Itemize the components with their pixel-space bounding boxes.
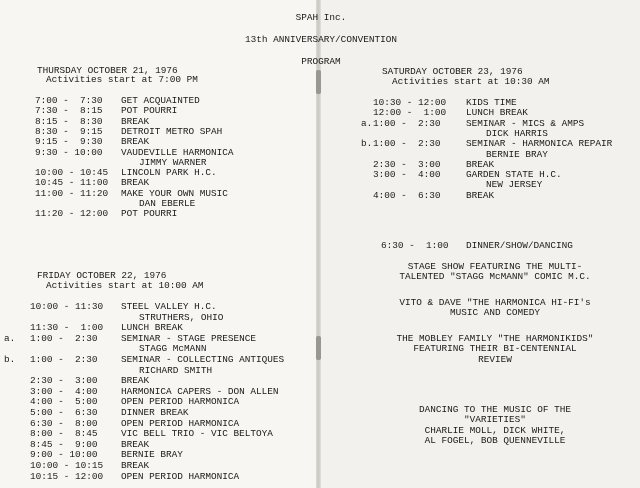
row-time: 3:00 - 4:00 [373, 169, 441, 181]
friday-heading: FRIDAY OCTOBER 22, 1976 [37, 270, 167, 281]
saturday-heading: SATURDAY OCTOBER 23, 1976 [382, 66, 523, 77]
show-note-line: FEATURING THEIR BI-CENTENNIAL [413, 343, 577, 355]
row-time: 7:00 - 7:30 [35, 95, 103, 106]
row-performer: NEW JERSEY [486, 179, 543, 191]
row-time: 8:30 - 9:15 [35, 125, 103, 137]
row-time: 12:00 - 1:00 [373, 107, 447, 119]
row-time: 10:30 - 12:00 [373, 97, 447, 108]
thursday-heading: THURSDAY OCTOBER 21, 1976 [37, 65, 178, 76]
row-marker: b. [361, 138, 373, 150]
show-note-line: THE MOBLEY FAMILY "THE HARMONIKIDS" [396, 333, 594, 344]
row-event: MAKE YOUR OWN MUSIC [121, 187, 228, 199]
row-performer: DICK HARRIS [486, 127, 548, 139]
program-title: PROGRAM [301, 56, 341, 67]
row-event: BREAK [466, 158, 495, 170]
row-time: 8:45 - 9:00 [30, 438, 98, 450]
row-performer: JIMMY WARNER [139, 156, 207, 168]
row-event: VAUDEVILLE HARMONICA [121, 146, 234, 158]
row-event: SEMINAR - STAGE PRESENCE [121, 332, 257, 344]
row-event: SEMINAR - HARMONICA REPAIR [466, 138, 613, 150]
row-event: BREAK [121, 115, 150, 127]
dinner-time: 6:30 - 1:00 [381, 240, 449, 251]
row-time: 1:00 - 2:30 [373, 138, 441, 150]
thursday-start: Activities start at 7:00 PM [46, 74, 198, 85]
row-event: LUNCH BREAK [466, 107, 528, 119]
row-event: GET ACQUAINTED [121, 95, 200, 106]
row-time: 4:00 - 6:30 [373, 189, 441, 201]
row-time: 11:20 - 12:00 [35, 208, 109, 220]
row-performer: RICHARD SMITH [139, 364, 213, 376]
convention-title: 13th ANNIVERSARY/CONVENTION [245, 34, 397, 45]
staple-bottom [316, 336, 321, 360]
row-time: 1:00 - 2:30 [30, 332, 98, 344]
row-event: BREAK [121, 177, 150, 189]
row-time: 6:30 - 8:00 [30, 417, 98, 429]
friday-start: Activities start at 10:00 AM [46, 280, 204, 291]
show-note-line: TALENTED "STAGG McMANN" COMIC M.C. [399, 271, 591, 283]
row-time: 4:00 - 5:00 [30, 396, 98, 408]
row-event: OPEN PERIOD HARMONICA [121, 417, 240, 429]
row-time: 1:00 - 2:30 [373, 117, 441, 129]
row-time: 11:00 - 11:20 [35, 187, 109, 199]
row-event: OPEN PERIOD HARMONICA [121, 396, 240, 408]
row-time: 10:00 - 10:45 [35, 167, 109, 179]
row-performer: DAN EBERLE [139, 198, 196, 209]
row-event: POT POURRI [121, 208, 178, 220]
row-time: 9:00 - 10:00 [30, 449, 98, 461]
row-time: 8:00 - 8:45 [30, 428, 98, 440]
row-event: SEMINAR - MICS & AMPS [466, 117, 585, 129]
row-time: 10:00 - 11:30 [30, 301, 104, 312]
row-time: 1:00 - 2:30 [30, 354, 98, 365]
dinner-event: DINNER/SHOW/DANCING [466, 240, 573, 251]
row-event: LUNCH BREAK [121, 322, 183, 334]
show-note-line: STAGE SHOW FEATURING THE MULTI- [407, 261, 583, 272]
row-time: 2:30 - 3:00 [373, 158, 441, 170]
row-event: GARDEN STATE H.C. [466, 169, 562, 181]
row-event: HARMONICA CAPERS - DON ALLEN [121, 385, 279, 397]
row-event: BREAK [121, 375, 150, 387]
row-event: BREAK [466, 189, 495, 201]
row-time: 9:15 - 9:30 [35, 136, 103, 148]
org-name: SPAH Inc. [295, 12, 347, 23]
show-note-line: MUSIC AND COMEDY [449, 307, 540, 319]
show-note-line: REVIEW [478, 353, 512, 365]
row-time: 11:30 - 1:00 [30, 322, 104, 334]
row-event: BREAK [121, 460, 150, 471]
row-time: 10:00 - 10:15 [30, 460, 104, 471]
row-performer: STAGG McMANN [139, 343, 207, 355]
row-time: 10:45 - 11:00 [35, 177, 109, 189]
row-time: 5:00 - 6:30 [30, 407, 98, 418]
row-event: SEMINAR - COLLECTING ANTIQUES [121, 354, 285, 365]
row-event: STEEL VALLEY H.C. [121, 301, 217, 312]
row-event: BREAK [121, 438, 150, 450]
show-note-line: "VARIETIES" [464, 414, 526, 426]
row-marker: a. [4, 332, 16, 344]
row-marker: a. [361, 117, 373, 129]
show-note-line: DANCING TO THE MUSIC OF THE [419, 404, 571, 415]
row-event: LINCOLN PARK H.C. [121, 167, 217, 179]
row-event: KIDS TIME [466, 97, 517, 108]
staple-top [316, 70, 321, 94]
row-event: POT POURRI [121, 105, 178, 117]
row-event: DETROIT METRO SPAH [121, 125, 223, 137]
row-event: BERNIE BRAY [121, 449, 183, 461]
row-time: 8:15 - 8:30 [35, 115, 103, 127]
row-time: 3:00 - 4:00 [30, 385, 98, 397]
show-note-line: AL FOGEL, BOB QUENNEVILLE [424, 435, 566, 447]
row-time: 10:15 - 12:00 [30, 470, 104, 482]
row-time: 7:30 - 8:15 [35, 105, 103, 117]
show-note-line: VITO & DAVE "THE HARMONICA HI-FI's [399, 297, 591, 308]
show-note-line: CHARLIE MOLL, DICK WHITE, [424, 424, 566, 436]
row-event: VIC BELL TRIO - VIC BELTOYA [121, 428, 273, 440]
row-time: 2:30 - 3:00 [30, 375, 98, 387]
row-time: 9:30 - 10:00 [35, 146, 103, 158]
row-event: BREAK [121, 136, 150, 148]
row-event: DINNER BREAK [121, 407, 189, 418]
row-performer: BERNIE BRAY [486, 148, 548, 160]
row-marker: b. [4, 354, 16, 365]
saturday-start: Activities start at 10:30 AM [392, 76, 550, 87]
row-performer: STRUTHERS, OHIO [139, 311, 224, 323]
row-event: OPEN PERIOD HARMONICA [121, 470, 240, 482]
